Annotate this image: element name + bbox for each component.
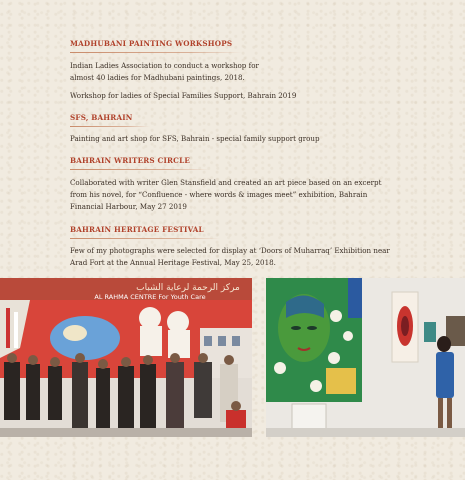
section-paragraph: Few of my photographs were selected for display at ‘Doors of Muharraq’ Exhibition near Arad Fort at the Annual Heritage Festival, May 25, 2018. xyxy=(70,246,390,267)
section-heading: BAHRAIN WRITERS CIRCLE xyxy=(70,156,191,165)
section-paragraph: Workshop for ladies of Special Families Support, Bahrain 2019 xyxy=(70,91,297,100)
heading-divider xyxy=(70,52,242,53)
section-heading: MADHUBANI PAINTING WORKSHOPS xyxy=(70,39,233,48)
section-heritage-body xyxy=(70,245,395,269)
section-writers-body xyxy=(70,177,395,213)
section-madhubani-body-2 xyxy=(70,90,400,102)
heading-divider xyxy=(70,126,150,127)
heading-divider xyxy=(70,169,210,170)
section-writers-circle xyxy=(70,156,400,170)
section-paragraph: Indian Ladies Association to conduct a workshop for almost 40 ladies for Madhubani paintings, 2018. xyxy=(70,61,259,82)
section-heading: SFS, BAHRAIN xyxy=(70,113,133,122)
section-heritage-festival xyxy=(70,225,400,239)
section-madhubani-body xyxy=(70,60,285,84)
group-photo xyxy=(0,278,252,437)
section-sfs xyxy=(70,113,400,127)
section-paragraph: Painting and art shop for SFS, Bahrain - special family support group xyxy=(70,134,320,143)
banner-arabic-text: مركز الرحمة لرعاية الشباب xyxy=(136,283,240,293)
section-sfs-body xyxy=(70,133,400,145)
exhibition-photo-illustration xyxy=(266,278,465,437)
section-paragraph: Collaborated with writer Glen Stansfield and created an art piece based on an excerpt from his novel, for “Confluence - where words & images meet” exhibition, Bahrain Financial Harbour, May 27 2019 xyxy=(70,178,382,211)
banner-english-text: AL RAHMA CENTRE For Youth Care xyxy=(94,293,206,301)
group-photo-illustration xyxy=(0,278,252,437)
section-heading: BAHRAIN HERITAGE FESTIVAL xyxy=(70,225,204,234)
section-madhubani xyxy=(70,39,400,53)
heading-divider xyxy=(70,238,220,239)
exhibition-photo xyxy=(266,278,465,437)
